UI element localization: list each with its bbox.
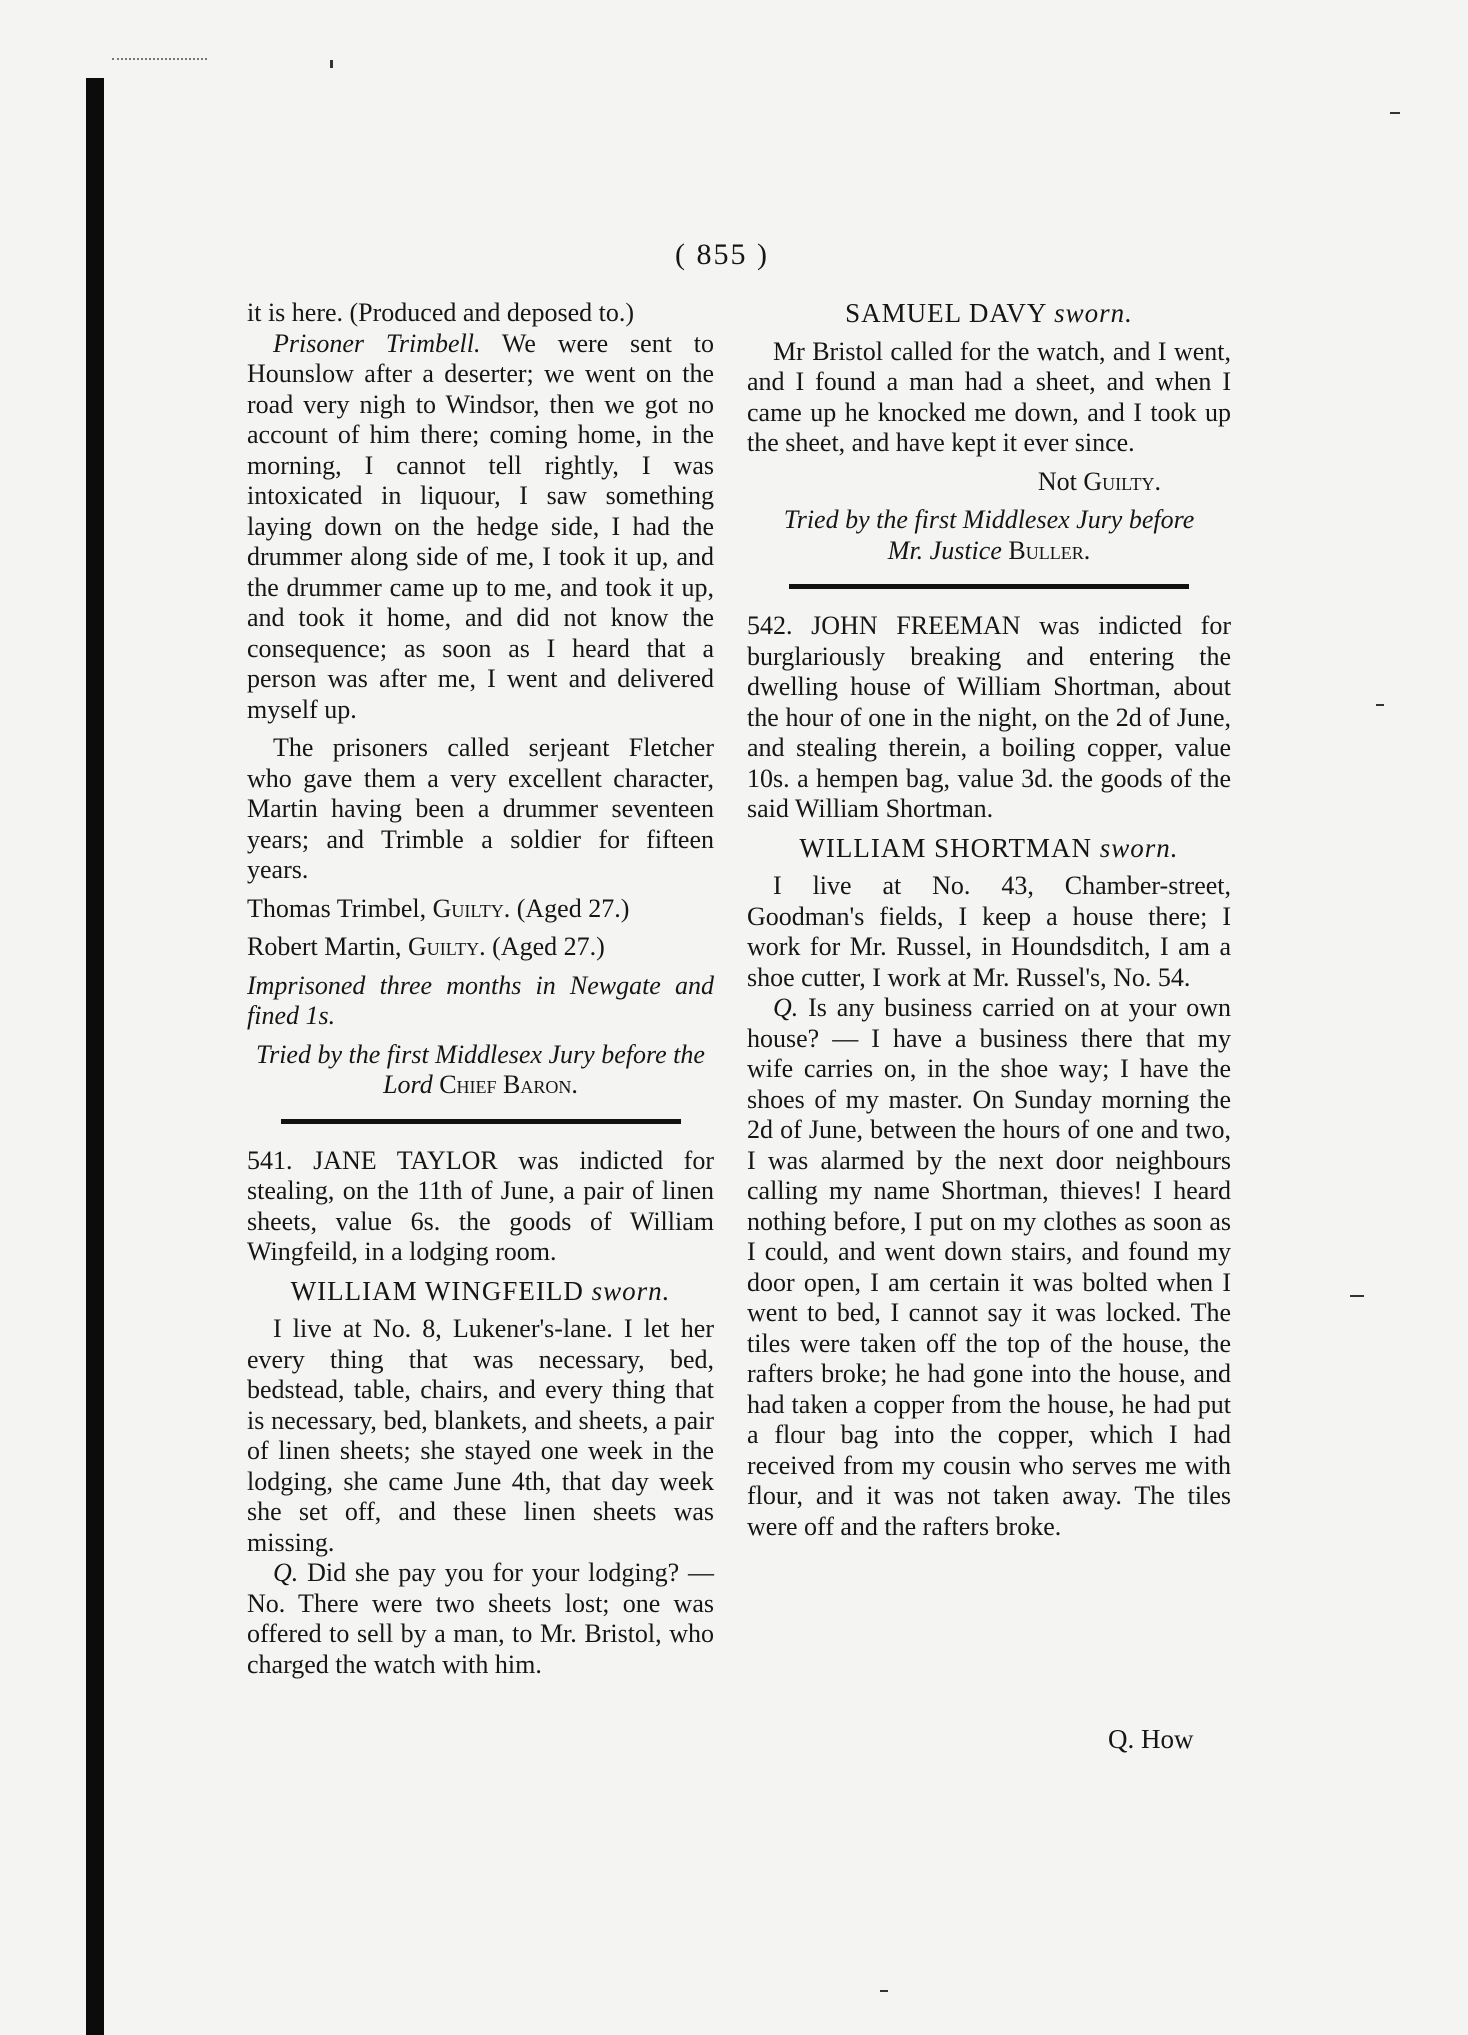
case-entry — [247, 1146, 714, 1268]
judge-name: Buller. — [1008, 535, 1091, 565]
judge-title: Lord — [383, 1070, 440, 1099]
page-number: ( 855 ) — [675, 238, 769, 271]
sworn-label: sworn. — [591, 1275, 671, 1306]
defendant-name: JOHN FREEMAN — [792, 611, 1021, 640]
testimony: Mr Bristol called for the watch, and I went, and I found a man had a sheet, and when I came up he knocked me down, and I took up the sheet, and have kept it ever since. — [747, 336, 1231, 457]
trial-court-line: Tried by the first Middlesex Jury before — [783, 505, 1195, 534]
book-spine-shadow — [86, 78, 104, 2035]
verdict: Guilty. — [408, 932, 486, 961]
ink-speck — [1376, 704, 1384, 706]
defendant-name: Robert Martin, — [247, 932, 409, 961]
case-number: 542. — [747, 611, 793, 640]
judge-title: Mr. Justice — [887, 535, 1009, 565]
witness-heading — [747, 833, 1231, 864]
ink-speck — [880, 1990, 888, 1992]
section-rule — [789, 584, 1189, 589]
question-answer — [747, 993, 1231, 1542]
indictment-text: was indicted for stealing, on the 11th of June, a pair of linen sheets, value 6s. the goods of William Wingfeild, in a lodging room. — [247, 1145, 714, 1266]
testimony: I live at No. 43, Chamber-street, Goodman's fields, I keep a house there; I work for Mr. Russel, in Houndsditch, I am a shoe cutter, I work at Mr. Russel's, No. 54. — [747, 871, 1231, 992]
verdict-prefix: Not — [1037, 466, 1084, 496]
witness-name: WILLIAM WINGFEILD — [290, 1275, 592, 1306]
catchword: Q. How — [1108, 1724, 1194, 1754]
verdict: Guilty. — [1083, 466, 1161, 496]
question-text: Did she pay you for your lodging? — No. There were two sheets lost; one was offered to sell by a man, to Mr. Bristol, who charged the watch with him. — [247, 1558, 714, 1679]
testimony: I live at No. 8, Lukener's-lane. I let her every thing that was necessary, bed, bedstead, table, chairs, and every thing that is necessary, bed, blankets, and sheets, a pair of linen sheets; she stayed one week in the lodging, she came June 4th, that day week she set off, and these linen sheets was missing. — [247, 1314, 714, 1557]
judge-name: Chief Baron. — [439, 1070, 578, 1099]
sentence: Imprisoned three months in Newgate and fined 1s. — [247, 970, 714, 1030]
page-edge-mark — [112, 58, 207, 63]
left-column — [247, 298, 714, 1680]
trial-judge-line — [247, 1070, 714, 1101]
right-column — [747, 298, 1231, 1542]
trial-court-line: Tried by the first Middlesex Jury before the — [256, 1039, 705, 1069]
defendant-name: JANE TAYLOR — [292, 1145, 498, 1175]
verdict-line — [747, 467, 1161, 498]
verdict-line — [247, 894, 714, 925]
question-mark: Q. — [773, 993, 799, 1022]
case-entry — [747, 611, 1231, 825]
sworn-label: sworn. — [1054, 298, 1133, 328]
case-number: 541. — [247, 1145, 293, 1175]
ink-speck — [330, 60, 333, 68]
ink-speck — [1390, 112, 1400, 114]
prisoner-statement — [247, 329, 714, 726]
question-text: Is any business carried on at your own house? — I have a business there that my wife carries on, in the shoe way; I have the shoes of my master. On Sunday morning the 2d of June, between the hours of one and two, I was alarmed by the next door neighbours calling my name Shortman, thieves! I heard nothing before, I put on my clothes as soon as I could, and went down stairs, and found my door open, I am certain it was bolted when I went to bed, I cannot say it was locked. The tiles were taken off the top of the house, the rafters broke; he had gone into the house, and had taken a copper from the house, he had put a flour bag into the copper, which I had received from my cousin who serves me with flour, and it was not taken away. The tiles were off and the rafters broke. — [747, 993, 1231, 1541]
speaker-label: Prisoner Trimbell. — [273, 328, 481, 358]
witness-heading — [247, 1276, 714, 1307]
character-witnesses: The prisoners called serjeant Fletcher who gave them a very excellent character, Martin having been a drummer seventeen years; and Trimble a soldier for fifteen years. — [247, 733, 714, 884]
question-mark: Q. — [273, 1558, 299, 1587]
question-answer — [247, 1558, 714, 1680]
paragraph: it is here. (Produced and deposed to.) — [247, 298, 635, 327]
witness-heading — [747, 298, 1231, 329]
statement-text: We were sent to Hounslow after a deserter; we went on the road very nigh to Windsor, then we got no account of him there; coming home, in the morning, I cannot tell rightly, I was intoxicated in liquour, I saw something laying down on the hedge side, I had the drummer along side of me, I took it up, and the drummer came up to me, and took it up, and took it home, and did not know the consequence; as soon as I heard that a person was after me, I went and delivered myself up. — [247, 328, 714, 724]
defendant-age: (Aged 27.) — [510, 893, 630, 923]
verdict: Guilty. — [432, 893, 511, 923]
indictment-text: was indicted for burglariously breaking and entering the dwelling house of William Shortman, about the hour of one in the night, on the 2d of June, and stealing therein, a boiling copper, value 10s. a hempen bag, value 3d. the goods of the said William Shortman. — [747, 611, 1231, 823]
trial-judge-line — [747, 536, 1231, 567]
section-rule — [281, 1119, 681, 1124]
ink-speck — [1350, 1295, 1364, 1297]
defendant-age: (Aged 27.) — [485, 932, 605, 961]
verdict-line — [247, 932, 714, 963]
witness-name: WILLIAM SHORTMAN — [799, 832, 1100, 863]
defendant-name: Thomas Trimbel, — [247, 893, 433, 923]
sworn-label: sworn. — [1099, 832, 1179, 863]
witness-name: SAMUEL DAVY — [845, 298, 1055, 328]
